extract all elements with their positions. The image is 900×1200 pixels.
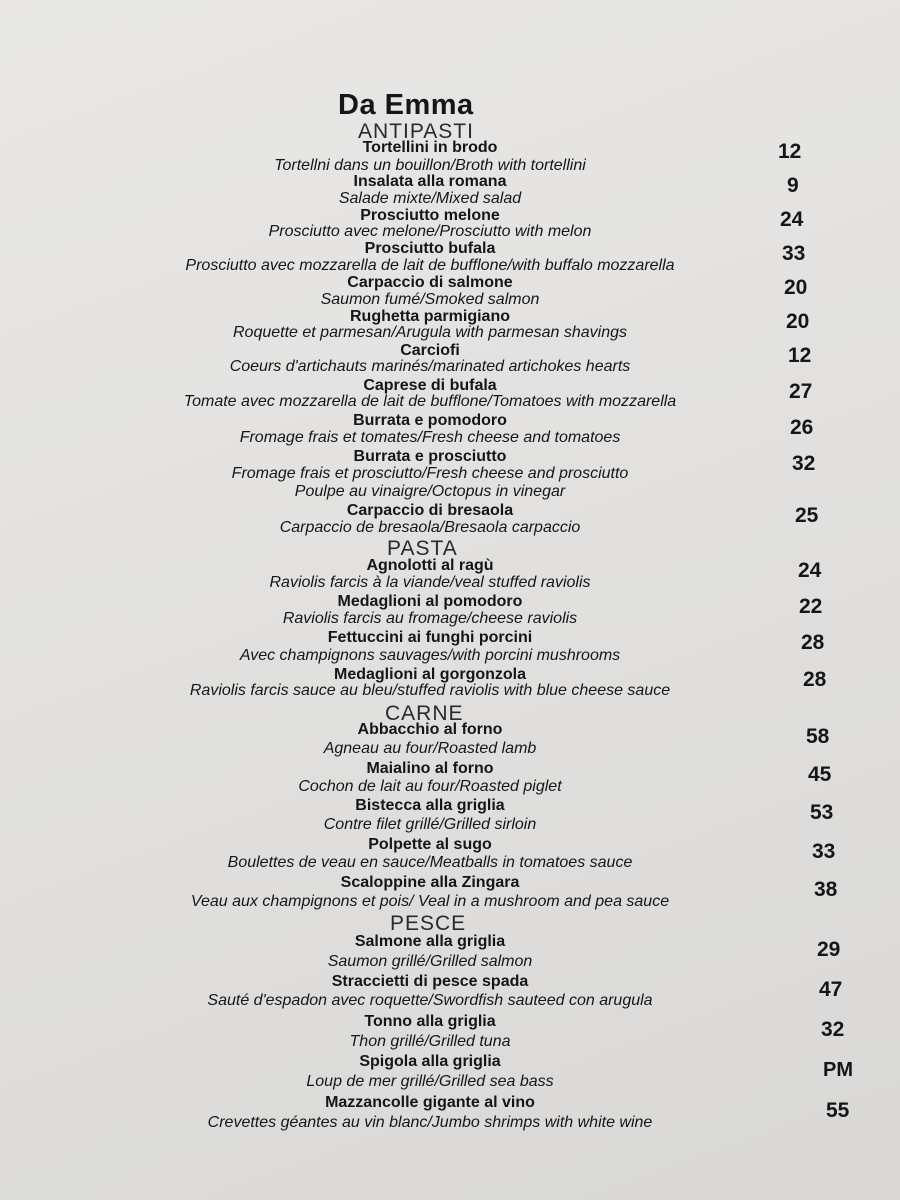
item-price: 12 (788, 344, 812, 367)
item-description: Saumon grillé/Grilled salmon (327, 953, 533, 970)
item-name: Medaglioni al pomodoro (337, 593, 523, 610)
item-price: 45 (808, 763, 832, 786)
item-price: 55 (826, 1099, 850, 1122)
item-description: Prosciutto avec melone/Prosciutto with melon (268, 223, 592, 240)
item-description: Tomate avec mozzarella de lait de bufflone/Tomatoes with mozzarella (183, 393, 677, 410)
item-description: Agneau au four/Roasted lamb (323, 740, 537, 757)
item-description: Carpaccio de bresaola/Bresaola carpaccio (279, 519, 581, 536)
item-price: 28 (803, 668, 827, 691)
item-description: Veau aux champignons et pois/ Veal in a mushroom and pea sauce (190, 893, 670, 910)
item-name: Bistecca alla griglia (355, 797, 505, 814)
item-description: Crevettes géantes au vin blanc/Jumbo shrimps with white wine (207, 1114, 653, 1131)
item-price: 47 (819, 978, 843, 1001)
item-name: Carpaccio di bresaola (346, 502, 514, 519)
item-price: 53 (810, 801, 834, 824)
item-price: 28 (801, 631, 825, 654)
item-name: Polpette al sugo (368, 836, 492, 853)
section-title-antipasti: ANTIPASTI (358, 120, 474, 143)
item-name: Maialino al forno (366, 760, 494, 777)
item-description: Fromage frais et tomates/Fresh cheese and tomatoes (239, 429, 621, 446)
item-price: 25 (795, 504, 819, 527)
item-name: Mazzancolle gigante al vino (325, 1094, 535, 1111)
item-description: Prosciutto avec mozzarella de lait de bufflone/with buffalo mozzarella (185, 257, 675, 274)
item-price: 32 (821, 1018, 845, 1041)
section-title-pesce: PESCE (390, 912, 467, 935)
item-price: 20 (786, 310, 810, 333)
item-description: Avec champignons sauvages/with porcini mushrooms (239, 647, 621, 664)
item-name: Salmone alla griglia (354, 933, 506, 950)
item-description: Coeurs d'artichauts marinés/marinated artichokes hearts (229, 358, 631, 375)
item-name: Burrata e prosciutto (353, 448, 507, 465)
item-name: Prosciutto bufala (364, 240, 496, 257)
item-description: Raviolis farcis sauce au bleu/stuffed raviolis with blue cheese sauce (189, 682, 671, 699)
item-name: Straccietti di pesce spada (331, 973, 529, 990)
item-price: 22 (799, 595, 823, 618)
item-price: 32 (792, 452, 816, 475)
section-title-carne: CARNE (385, 702, 464, 725)
item-price: 29 (817, 938, 841, 961)
item-description: Loup de mer grillé/Grilled sea bass (306, 1073, 554, 1090)
item-name: Carciofi (400, 342, 460, 359)
item-description: Raviolis farcis à la viande/veal stuffed raviolis (269, 574, 591, 591)
item-description: Saumon fumé/Smoked salmon (320, 291, 540, 308)
item-name: Prosciutto melone (360, 207, 500, 224)
item-description: Roquette et parmesan/Arugula with parmesan shavings (233, 324, 627, 341)
item-price: 33 (782, 242, 806, 265)
item-price: 24 (780, 208, 804, 231)
item-name: Scaloppine alla Zingara (340, 874, 520, 891)
section-title-pasta: PASTA (387, 537, 458, 560)
item-name: Rughetta parmigiano (349, 308, 510, 325)
item-description: Thon grillé/Grilled tuna (349, 1033, 511, 1050)
item-price: 38 (814, 878, 838, 901)
item-description: Contre filet grillé/Grilled sirloin (323, 816, 537, 833)
item-price: 24 (798, 559, 822, 582)
item-price: 12 (778, 140, 802, 163)
item-price: 26 (790, 416, 814, 439)
item-name: Burrata e pomodoro (353, 412, 507, 429)
item-description: Fromage frais et prosciutto/Fresh cheese and prosciutto (231, 465, 629, 482)
item-name: Tonno alla griglia (364, 1013, 496, 1030)
item-price: PM (823, 1059, 853, 1081)
item-name: Carpaccio di salmone (347, 274, 513, 291)
item-name: Insalata alla romana (353, 173, 507, 190)
item-price: 33 (812, 840, 836, 863)
item-price: 20 (784, 276, 808, 299)
item-description: Poulpe au vinaigre/Octopus in vinegar (294, 483, 566, 500)
item-description: Boulettes de veau en sauce/Meatballs in tomatoes sauce (227, 854, 633, 871)
item-price: 58 (806, 725, 830, 748)
item-name: Caprese di bufala (363, 377, 497, 394)
item-name: Spigola alla griglia (359, 1053, 501, 1070)
item-price: 27 (789, 380, 813, 403)
item-name: Fettuccini ai funghi porcini (327, 629, 533, 646)
item-name: Abbacchio al forno (357, 721, 503, 738)
item-name: Agnolotti al ragù (366, 557, 494, 574)
restaurant-title: Da Emma (338, 89, 474, 121)
item-name: Medaglioni al gorgonzola (334, 666, 526, 683)
item-description: Cochon de lait au four/Roasted piglet (298, 778, 562, 795)
item-description: Tortellni dans un bouillon/Broth with tortellini (274, 157, 586, 174)
item-description: Salade mixte/Mixed salad (338, 190, 522, 207)
item-description: Sauté d'espadon avec roquette/Swordfish sauteed con arugula (207, 992, 653, 1009)
item-description: Raviolis farcis au fromage/cheese raviolis (282, 610, 578, 627)
item-price: 9 (787, 174, 799, 197)
item-name: Tortellini in brodo (362, 139, 498, 156)
